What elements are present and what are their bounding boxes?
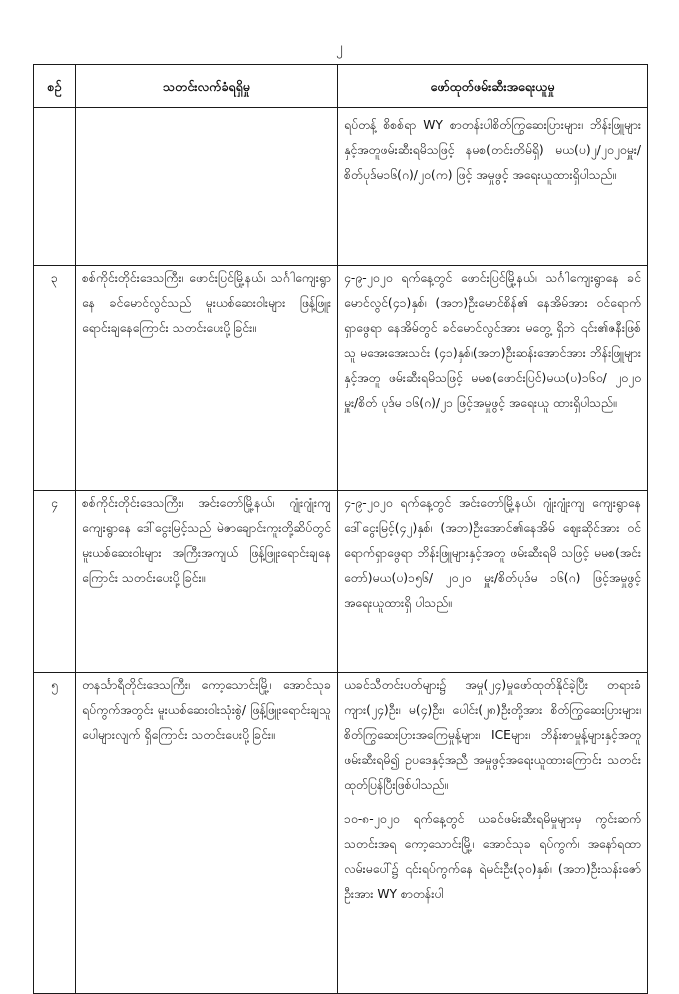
report-table [33,64,648,994]
table-row [34,673,648,994]
page-number: ၂ [336,40,343,56]
info-cell: တနင်္သာရီတိုင်းဒေသကြီး၊ ကော့သောင်းမြို့၊ အောင်သုခရပ်ကွက်အတွင်း မူးယစ်ဆေးဝါးသုံးစွဲ/ ဖြန့်ဖြူးရောင်းချသူ ပေါများလျက် ရှိကြောင်း သတင်းပေးပို့ခြင်း။ [76,673,338,994]
row-number [34,108,76,266]
action-paragraph: ယခင်သီတင်းပတ်များ၌ အမှု(၂၄)မှုဖော်ထုတ်နိုင်ခဲ့ပြီး တရားခံ ကျား(၂၄)ဦး၊ မ(၄)ဦး၊ ပေါင်း(၂၈)ဦးတို့အား စိတ်ကြွဆေးပြားများ၊ စိတ်ကြွဆေးပြားအကြေမှုန့်များ၊ ICEများ၊ ဘိန်းစာမှုန့်များနှင့်အတူ ဖမ်းဆီးရမိ၍ ဥပဒေနှင့်အညီ အမှုဖွင့်အရေးယူထားကြောင်း သတင်းထုတ်ပြန်ပြီးဖြစ်ပါသည်။ [344,678,641,792]
row-number: ၄ [34,491,76,673]
row-number: ၅ [34,673,76,994]
column-header-no: စဉ် [34,65,76,108]
column-header-action: ဖော်ထုတ်ဖမ်းဆီးအရေးယူမှု [338,65,648,108]
table-row [34,491,648,673]
info-cell: စစ်ကိုင်းတိုင်းဒေသကြီး၊ ဖောင်းပြင်မြို့နယ်၊ သင်္ဂါကျေးရွာနေ ခင်မောင်လွင်သည် မူးယစ်ဆေးဝါးများ ဖြန့်ဖြူးရောင်းချနေကြောင်း သတင်းပေးပို့ခြင်း။ [76,266,338,491]
action-cell [338,108,648,266]
action-cell [338,266,648,491]
row-number: ၃ [34,266,76,491]
action-paragraph: ၄-၉-၂၀၂၀ ရက်နေ့တွင် ဖောင်းပြင်မြို့နယ်၊ သင်္ဂါကျေးရွာနေ ခင်မောင်လွင်(၄၁)နှစ်၊ (အဘ)ဦးမောင်စိန်၏ နေအိမ်အား ဝင်ရောက်ရှာဖွေရာ နေအိမ်တွင် ခင်မောင်လွင်အား မတွေ့ ရှိဘဲ ၎င်း၏ဇနီးဖြစ်သူ မအေးအေးသင်း (၄၁)နှစ်၊(အဘ)ဦးဆန်းအောင်အား ဘိန်းဖြူများနှင့်အတူ ဖမ်းဆီးရမိသဖြင့် မမစ(ဖောင်းပြင်)မယ(ပ)၁၆၀/ ၂၀၂၀ မှူး/စိတ် ပုဒ်မ ၁၆(ဂ)/၂၁ ဖြင့်အမှုဖွင့် အရေးယူ ထားရှိပါသည်။ [344,271,641,410]
action-paragraph: ရပ်တန့် စိစစ်ရာ WY စာတန်းပါစိတ်ကြွဆေးပြားများ၊ ဘိန်းဖြူများနှင့်အတူဖမ်းဆီးရမိသဖြင့် နမစ(တင်းတိမ်ရှိ) မယ(ပ)၂/၂၀၂၀မှူး/စိတ်ပုဒ်မ၁၆(ဂ)/၂၀(က) ဖြင့် အမှုဖွင့် အရေးယူထားရှိပါသည်။ [344,118,641,182]
action-paragraph: ၁၀-၈-၂၀၂၀ ရက်နေ့တွင် ယခင်ဖမ်းဆီးရမိမှုများမှ ကွင်းဆက်သတင်းအရ ကော့သောင်းမြို့၊ အောင်သုခ ရပ်ကွက်၊ အနော်ရထာလမ်းမပေါ်၌ ၎င်းရပ်ကွက်နေ ရဲမင်းဦး(၃၀)နှစ်၊ (အဘ)ဦးသန်းဇော်ဦးအား WY စာတန်းပါ [344,812,641,901]
info-cell: စစ်ကိုင်းတိုင်းဒေသကြီး၊ အင်းတော်မြို့နယ်၊ ဂျုံးဂျုံးကျကျေးရွာနေ ဒေါ်ငွေးမြင့်သည် မဲဇာချောင်းကူးတို့ဆိပ်တွင် မူးယစ်ဆေးဝါးများ အကြီးအကျယ် ဖြန့်ဖြူးရောင်းချနေကြောင်း သတင်းပေးပို့ခြင်း။ [76,491,338,673]
action-paragraph: ၄-၉-၂၀၂၀ ရက်နေ့တွင် အင်းတော်မြို့နယ်၊ ဂျုံးဂျုံးကျ ကျေးရွာနေ ဒေါ်ငွေးမြင့်(၄၂)နှစ်၊ (အဘ)ဦးအောင်၏နေအိမ် ဈေးဆိုင်အား ဝင်ရောက်ရှာဖွေရာ ဘိန်းဖြူများနှင့်အတူ ဖမ်းဆီးရမိ သဖြင့် မမစ(အင်းတော်)မယ(ပ)၁၅၆/ ၂၀၂၀ မှူး/စိတ်ပုဒ်မ ၁၆(ဂ) ဖြင့်အမှုဖွင့် အရေးယူထားရှိ ပါသည်။ [344,496,641,610]
table-row [34,266,648,491]
table-header-row [34,65,648,108]
table-row [34,108,648,266]
action-cell [338,673,648,994]
column-header-info: သတင်းလက်ခံရရှိမှု [76,65,338,108]
info-cell [76,108,338,266]
action-cell [338,491,648,673]
